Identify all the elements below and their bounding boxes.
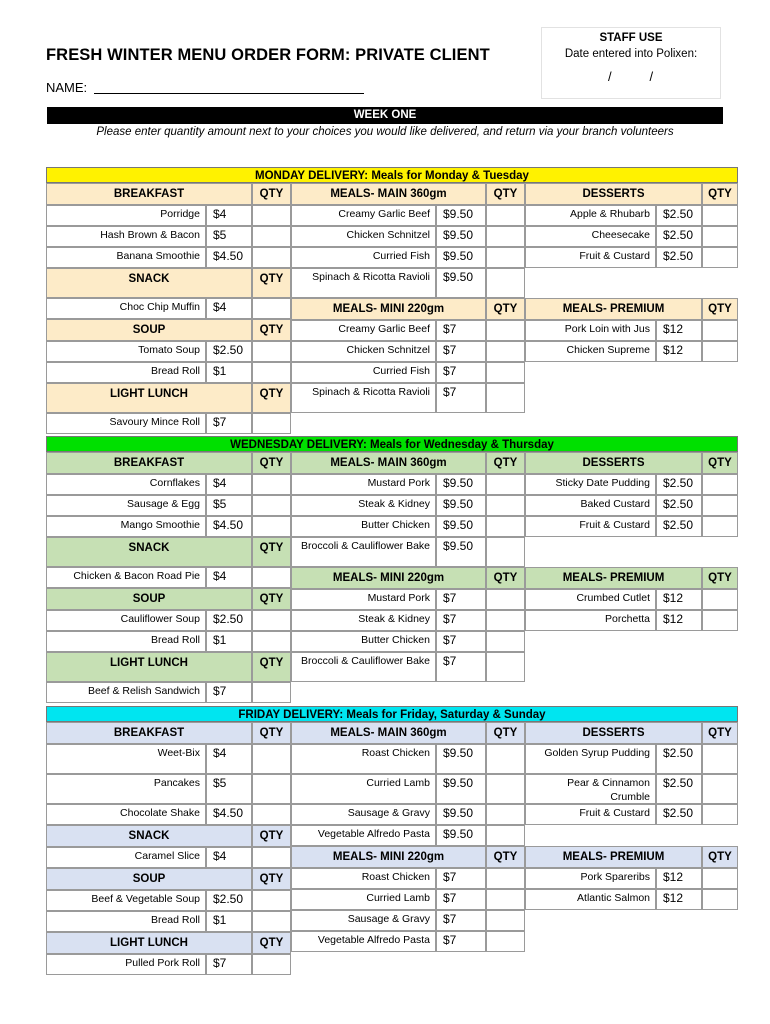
meals-premium-heading: MEALS- PREMIUM (525, 298, 702, 320)
qty-header: QTY (252, 268, 291, 298)
qty-input[interactable] (702, 226, 738, 247)
meals-main-heading: MEALS- MAIN 360gm (291, 452, 486, 474)
menu-item-price: $2.50 (656, 744, 702, 774)
qty-input[interactable] (252, 610, 291, 631)
qty-input[interactable] (702, 205, 738, 226)
menu-item-name: Golden Syrup Pudding (525, 744, 656, 774)
menu-item-name: Mustard Pork (291, 474, 436, 495)
soup-heading: SOUP (46, 319, 252, 341)
qty-input[interactable] (702, 495, 738, 516)
menu-item-name: Apple & Rhubarb (525, 205, 656, 226)
qty-input[interactable] (702, 516, 738, 537)
qty-input[interactable] (486, 362, 525, 383)
menu-item-name: Steak & Kidney (291, 610, 436, 631)
qty-input[interactable] (702, 474, 738, 495)
qty-header: QTY (252, 868, 291, 890)
menu-item-price: $7 (436, 889, 486, 910)
qty-input[interactable] (486, 537, 525, 567)
menu-item-price: $7 (436, 320, 486, 341)
qty-input[interactable] (252, 954, 291, 975)
menu-item-price: $9.50 (436, 495, 486, 516)
menu-item-name: Mango Smoothie (46, 516, 206, 537)
menu-item-price: $7 (436, 931, 486, 952)
menu-item-price: $2.50 (656, 516, 702, 537)
qty-input[interactable] (252, 495, 291, 516)
menu-item-name: Curried Lamb (291, 889, 436, 910)
menu-item-name: Chicken Schnitzel (291, 341, 436, 362)
menu-item-name: Butter Chicken (291, 516, 436, 537)
menu-item-price: $9.50 (436, 205, 486, 226)
qty-header: QTY (252, 537, 291, 567)
light-lunch-heading: LIGHT LUNCH (46, 383, 252, 413)
menu-item-name: Weet-Bix (46, 744, 206, 774)
menu-item-name: Chicken Supreme (525, 341, 656, 362)
menu-item-price: $4 (206, 474, 252, 495)
qty-header: QTY (252, 452, 291, 474)
qty-input[interactable] (486, 910, 525, 931)
menu-item-name: Fruit & Custard (525, 804, 656, 825)
menu-item-price: $4 (206, 744, 252, 774)
menu-item-name: Baked Custard (525, 495, 656, 516)
qty-header: QTY (702, 298, 738, 320)
menu-item-name: Broccoli & Cauliflower Bake (291, 652, 436, 682)
menu-item-price: $4 (206, 205, 252, 226)
menu-item-name: Chicken Schnitzel (291, 226, 436, 247)
qty-input[interactable] (486, 631, 525, 652)
menu-item-name: Porchetta (525, 610, 656, 631)
menu-item-name: Vegetable Alfredo Pasta (291, 825, 436, 846)
qty-input[interactable] (252, 205, 291, 226)
qty-input[interactable] (486, 825, 525, 846)
menu-item-name: Chocolate Shake (46, 804, 206, 825)
menu-item-name: Creamy Garlic Beef (291, 320, 436, 341)
menu-item-price: $4.50 (206, 804, 252, 825)
qty-input[interactable] (486, 610, 525, 631)
light-lunch-heading: LIGHT LUNCH (46, 652, 252, 682)
menu-item-price: $4.50 (206, 247, 252, 268)
menu-item-name: Roast Chicken (291, 744, 436, 774)
menu-item-price: $2.50 (206, 341, 252, 362)
qty-input[interactable] (486, 495, 525, 516)
menu-item-name: Broccoli & Cauliflower Bake (291, 537, 436, 567)
qty-input[interactable] (486, 774, 525, 804)
breakfast-heading: BREAKFAST (46, 183, 252, 205)
snack-heading: SNACK (46, 825, 252, 847)
menu-item-name: Sticky Date Pudding (525, 474, 656, 495)
qty-header: QTY (486, 722, 525, 744)
menu-item-name: Pear & Cinnamon Crumble (525, 774, 656, 804)
menu-item-price: $7 (436, 341, 486, 362)
menu-item-price: $2.50 (206, 610, 252, 631)
delivery-section (46, 436, 738, 706)
desserts-heading: DESSERTS (525, 452, 702, 474)
menu-item-price: $9.50 (436, 226, 486, 247)
menu-item-price: $7 (206, 954, 252, 975)
qty-input[interactable] (486, 341, 525, 362)
desserts-heading: DESSERTS (525, 183, 702, 205)
menu-item-name: Crumbed Cutlet (525, 589, 656, 610)
menu-item-price: $7 (436, 868, 486, 889)
qty-input[interactable] (486, 226, 525, 247)
menu-item-name: Spinach & Ricotta Ravioli (291, 268, 436, 298)
qty-header: QTY (702, 567, 738, 589)
qty-input[interactable] (486, 247, 525, 268)
qty-header: QTY (702, 722, 738, 744)
menu-item-name: Fruit & Custard (525, 247, 656, 268)
menu-item-price: $7 (436, 652, 486, 682)
qty-input[interactable] (702, 341, 738, 362)
menu-item-price: $9.50 (436, 774, 486, 804)
qty-input[interactable] (702, 889, 738, 910)
menu-item-name: Curried Fish (291, 362, 436, 383)
qty-input[interactable] (702, 589, 738, 610)
qty-input[interactable] (486, 268, 525, 298)
menu-item-name: Pulled Pork Roll (46, 954, 206, 975)
menu-item-price: $2.50 (656, 205, 702, 226)
breakfast-heading: BREAKFAST (46, 722, 252, 744)
menu-item-price: $7 (436, 362, 486, 383)
qty-header: QTY (486, 567, 525, 589)
qty-input[interactable] (486, 868, 525, 889)
qty-input[interactable] (252, 516, 291, 537)
menu-item-price: $12 (656, 320, 702, 341)
qty-input[interactable] (252, 890, 291, 911)
menu-item-price: $9.50 (436, 537, 486, 567)
menu-item-price: $5 (206, 774, 252, 804)
menu-item-price: $5 (206, 226, 252, 247)
menu-item-price: $12 (656, 610, 702, 631)
qty-input[interactable] (252, 226, 291, 247)
menu-item-price: $1 (206, 911, 252, 932)
menu-item-price: $12 (656, 889, 702, 910)
qty-input[interactable] (252, 804, 291, 825)
form-title: FRESH WINTER MENU ORDER FORM: PRIVATE CLIENT (46, 46, 490, 64)
menu-item-price: $4 (206, 847, 252, 868)
menu-item-name: Cheesecake (525, 226, 656, 247)
menu-item-name: Bread Roll (46, 911, 206, 932)
menu-item-price: $2.50 (656, 804, 702, 825)
menu-item-name: Vegetable Alfredo Pasta (291, 931, 436, 952)
qty-header: QTY (702, 846, 738, 868)
qty-input[interactable] (486, 383, 525, 413)
week-banner: WEEK ONE (47, 107, 723, 124)
menu-item-name: Pancakes (46, 774, 206, 804)
menu-item-name: Banana Smoothie (46, 247, 206, 268)
staff-use-box (541, 27, 721, 99)
qty-input[interactable] (252, 911, 291, 932)
menu-item-name: Pork Spareribs (525, 868, 656, 889)
qty-header: QTY (486, 846, 525, 868)
menu-item-name: Savoury Mince Roll (46, 413, 206, 434)
qty-input[interactable] (486, 474, 525, 495)
menu-item-price: $9.50 (436, 247, 486, 268)
menu-item-price: $2.50 (656, 495, 702, 516)
qty-input[interactable] (252, 413, 291, 434)
qty-input[interactable] (252, 774, 291, 804)
menu-item-price: $9.50 (436, 268, 486, 298)
menu-item-price: $9.50 (436, 825, 486, 846)
date-entered-field[interactable]: / / (607, 69, 655, 84)
meals-mini-heading: MEALS- MINI 220gm (291, 298, 486, 320)
menu-item-price: $9.50 (436, 804, 486, 825)
qty-input[interactable] (702, 868, 738, 889)
menu-item-price: $7 (436, 589, 486, 610)
menu-item-name: Creamy Garlic Beef (291, 205, 436, 226)
menu-item-price: $12 (656, 589, 702, 610)
menu-item-name: Sausage & Egg (46, 495, 206, 516)
menu-item-name: Mustard Pork (291, 589, 436, 610)
qty-header: QTY (252, 319, 291, 341)
qty-input[interactable] (486, 889, 525, 910)
menu-item-name: Atlantic Salmon (525, 889, 656, 910)
menu-item-name: Chicken & Bacon Road Pie (46, 567, 206, 588)
qty-input[interactable] (486, 931, 525, 952)
qty-input[interactable] (252, 631, 291, 652)
menu-item-price: $4 (206, 298, 252, 319)
qty-input[interactable] (702, 247, 738, 268)
staff-use-heading: STAFF USE (599, 32, 663, 44)
menu-item-price: $7 (206, 682, 252, 703)
menu-item-price: $2.50 (656, 247, 702, 268)
delivery-heading: WEDNESDAY DELIVERY: Meals for Wednesday & Thursday (46, 436, 738, 452)
menu-item-name: Tomato Soup (46, 341, 206, 362)
qty-input[interactable] (702, 774, 738, 804)
menu-item-name: Hash Brown & Bacon (46, 226, 206, 247)
qty-header: QTY (486, 298, 525, 320)
instructions: Please enter quantity amount next to your choices you would like delivered, and return via your branch volunteers (96, 126, 674, 138)
qty-header: QTY (252, 825, 291, 847)
qty-header: QTY (702, 452, 738, 474)
qty-input[interactable] (252, 682, 291, 703)
qty-header: QTY (252, 722, 291, 744)
menu-item-price: $12 (656, 341, 702, 362)
menu-item-name: Curried Lamb (291, 774, 436, 804)
qty-header: QTY (252, 932, 291, 954)
qty-header: QTY (252, 588, 291, 610)
soup-heading: SOUP (46, 588, 252, 610)
qty-input[interactable] (252, 247, 291, 268)
meals-main-heading: MEALS- MAIN 360gm (291, 183, 486, 205)
qty-input[interactable] (486, 589, 525, 610)
delivery-heading: FRIDAY DELIVERY: Meals for Friday, Saturday & Sunday (46, 706, 738, 722)
menu-item-price: $4 (206, 567, 252, 588)
menu-item-price: $2.50 (656, 474, 702, 495)
breakfast-heading: BREAKFAST (46, 452, 252, 474)
menu-item-name: Beef & Vegetable Soup (46, 890, 206, 911)
meals-premium-heading: MEALS- PREMIUM (525, 567, 702, 589)
menu-item-name: Beef & Relish Sandwich (46, 682, 206, 703)
qty-header: QTY (486, 452, 525, 474)
qty-input[interactable] (702, 610, 738, 631)
qty-input[interactable] (252, 362, 291, 383)
menu-item-price: $5 (206, 495, 252, 516)
name-label: NAME: (46, 80, 88, 95)
menu-item-price: $9.50 (436, 744, 486, 774)
qty-header: QTY (702, 183, 738, 205)
menu-item-price: $7 (436, 383, 486, 413)
soup-heading: SOUP (46, 868, 252, 890)
menu-item-name: Butter Chicken (291, 631, 436, 652)
meals-premium-heading: MEALS- PREMIUM (525, 846, 702, 868)
menu-item-price: $2.50 (656, 774, 702, 804)
qty-header: QTY (252, 383, 291, 413)
menu-item-price: $7 (436, 910, 486, 931)
menu-item-name: Spinach & Ricotta Ravioli (291, 383, 436, 413)
qty-input[interactable] (252, 847, 291, 868)
light-lunch-heading: LIGHT LUNCH (46, 932, 252, 954)
qty-header: QTY (252, 652, 291, 682)
menu-item-price: $4.50 (206, 516, 252, 537)
qty-input[interactable] (252, 474, 291, 495)
menu-item-name: Cornflakes (46, 474, 206, 495)
menu-item-name: Curried Fish (291, 247, 436, 268)
date-entered-label: Date entered into Polixen: (564, 48, 698, 60)
qty-input[interactable] (702, 320, 738, 341)
menu-item-price: $1 (206, 631, 252, 652)
menu-item-price: $7 (436, 610, 486, 631)
menu-item-name: Cauliflower Soup (46, 610, 206, 631)
qty-input[interactable] (486, 744, 525, 774)
menu-item-price: $1 (206, 362, 252, 383)
qty-header: QTY (252, 183, 291, 205)
delivery-section (46, 167, 738, 437)
qty-input[interactable] (252, 341, 291, 362)
qty-input[interactable] (252, 567, 291, 588)
meals-main-heading: MEALS- MAIN 360gm (291, 722, 486, 744)
menu-item-name: Sausage & Gravy (291, 804, 436, 825)
qty-input[interactable] (702, 804, 738, 825)
menu-item-name: Choc Chip Muffin (46, 298, 206, 319)
menu-item-name: Pork Loin with Jus (525, 320, 656, 341)
delivery-heading: MONDAY DELIVERY: Meals for Monday & Tuesday (46, 167, 738, 183)
menu-item-price: $12 (656, 868, 702, 889)
menu-item-price: $9.50 (436, 474, 486, 495)
delivery-section (46, 706, 738, 976)
qty-input[interactable] (486, 320, 525, 341)
menu-item-price: $2.50 (656, 226, 702, 247)
meals-mini-heading: MEALS- MINI 220gm (291, 846, 486, 868)
meals-mini-heading: MEALS- MINI 220gm (291, 567, 486, 589)
menu-item-name: Bread Roll (46, 631, 206, 652)
menu-item-name: Porridge (46, 205, 206, 226)
menu-item-price: $2.50 (206, 890, 252, 911)
menu-item-name: Caramel Slice (46, 847, 206, 868)
menu-item-price: $7 (436, 631, 486, 652)
menu-item-name: Roast Chicken (291, 868, 436, 889)
menu-item-name: Bread Roll (46, 362, 206, 383)
qty-input[interactable] (252, 298, 291, 319)
qty-input[interactable] (486, 516, 525, 537)
menu-item-price: $7 (206, 413, 252, 434)
qty-header: QTY (486, 183, 525, 205)
menu-item-name: Fruit & Custard (525, 516, 656, 537)
menu-item-price: $9.50 (436, 516, 486, 537)
qty-input[interactable] (252, 744, 291, 774)
desserts-heading: DESSERTS (525, 722, 702, 744)
name-field[interactable] (94, 93, 364, 94)
qty-input[interactable] (486, 804, 525, 825)
snack-heading: SNACK (46, 537, 252, 567)
qty-input[interactable] (486, 205, 525, 226)
snack-heading: SNACK (46, 268, 252, 298)
qty-input[interactable] (486, 652, 525, 682)
menu-item-name: Steak & Kidney (291, 495, 436, 516)
qty-input[interactable] (702, 744, 738, 774)
menu-item-name: Sausage & Gravy (291, 910, 436, 931)
